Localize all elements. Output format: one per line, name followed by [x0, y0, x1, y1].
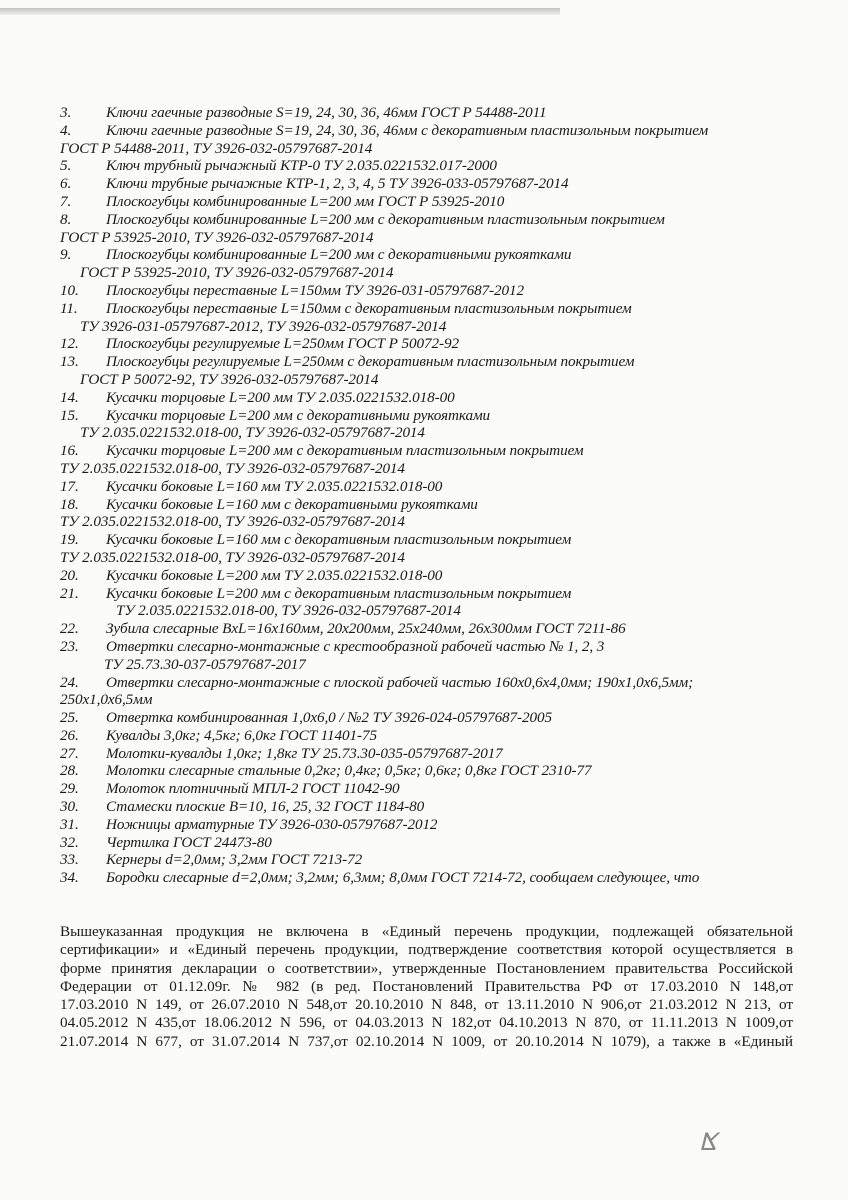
list-item-line	[60, 442, 800, 460]
list-item-line	[60, 709, 800, 727]
list-item-number: 13.	[60, 353, 79, 371]
paragraph-line: сертификации» и «Единый перечень продукции, подтверждение соответствия которой осуществляется в	[60, 941, 793, 959]
list-item-number: 9.	[60, 246, 72, 264]
list-item-number: 3.	[60, 104, 72, 121]
list-item-text: ГОСТ Р 53925-2010, ТУ 3926-032-05797687-2014	[80, 264, 394, 282]
list-item-number: 28.	[60, 762, 79, 780]
list-item-text: Кусачки боковые L=160 мм с декоративными рукоятками	[106, 495, 478, 513]
list-item-text: Зубила слесарные BxL=16x160мм, 20x200мм, 25x240мм, 26x300мм ГОСТ 7211-86	[106, 620, 626, 638]
list-item-text: Кусачки торцовые L=200 мм с декоративными рукоятками	[106, 406, 491, 424]
list-item-text: ТУ 2.035.0221532.018-00, ТУ 3926-032-05797687-2014	[60, 459, 405, 477]
list-item-text: ГОСТ Р 50072-92, ТУ 3926-032-05797687-2014	[80, 370, 379, 388]
list-item-line	[60, 798, 800, 816]
list-item-line	[60, 496, 800, 514]
list-item-number: 27.	[60, 744, 79, 762]
list-item-text: Молоток плотничный МПЛ-2 ГОСТ 11042-90	[106, 780, 400, 798]
list-item-number: 18.	[60, 495, 79, 513]
list-item-text: Кусачки торцовые L=200 мм ТУ 2.035.0221532.018-00	[106, 388, 455, 406]
handwritten-mark: ⴿ	[700, 1130, 717, 1156]
list-item-number: 24.	[60, 673, 79, 691]
list-item-line	[60, 745, 800, 763]
list-item-text: ТУ 2.035.0221532.018-00, ТУ 3926-032-05797687-2014	[80, 424, 425, 442]
list-item-text: ТУ 2.035.0221532.018-00, ТУ 3926-032-05797687-2014	[116, 602, 461, 620]
list-item-text: ГОСТ Р 54488-2011, ТУ 3926-032-05797687-2014	[60, 139, 373, 157]
list-item-line	[60, 478, 800, 496]
list-item-line	[60, 656, 800, 674]
list-item-text: Плоскогубцы переставные L=150мм с декоративным пластизольным покрытием	[106, 299, 632, 317]
list-item-number: 12.	[60, 335, 79, 353]
list-item-number: 32.	[60, 833, 79, 851]
list-item-text: Ключ трубный рычажный КТР-0 ТУ 2.035.0221532.017-2000	[106, 157, 497, 175]
list-item-text: Ножницы арматурные ТУ 3926-030-05797687-2012	[106, 815, 438, 833]
list-item-number: 29.	[60, 780, 79, 798]
list-item-line	[60, 389, 800, 407]
list-item-line	[60, 193, 800, 211]
list-item-text: Плоскогубцы регулируемые L=250мм с декоративным пластизольным покрытием	[106, 353, 635, 371]
list-item-text: ТУ 2.035.0221532.018-00, ТУ 3926-032-05797687-2014	[60, 548, 405, 566]
list-item-line	[60, 602, 800, 620]
list-item-line	[60, 460, 800, 478]
list-item-text: Кусачки боковые L=200 мм с декоративным пластизольным покрытием	[106, 584, 572, 602]
list-item-line	[60, 229, 800, 247]
list-item-line	[60, 851, 800, 869]
list-item-text: Кусачки боковые L=160 мм с декоративным пластизольным покрытием	[106, 531, 572, 549]
list-item-text: ТУ 2.035.0221532.018-00, ТУ 3926-032-05797687-2014	[60, 513, 405, 531]
list-item-number: 4.	[60, 121, 72, 139]
list-item-text: Отвертки слесарно-монтажные с крестообразной рабочей частью № 1, 2, 3	[106, 637, 605, 655]
paragraph-line: Федерации от 01.12.09г. № 982 (в ред. Постановлений Правительства РФ от 17.03.2010 N 148,от	[60, 977, 793, 995]
list-item-line	[60, 264, 800, 282]
list-item-text: Кусачки боковые L=200 мм ТУ 2.035.0221532.018-00	[106, 566, 443, 584]
list-item-line	[60, 762, 800, 780]
list-item-line	[60, 140, 800, 158]
list-item-line	[60, 638, 800, 656]
list-item-text: ТУ 25.73.30-037-05797687-2017	[104, 655, 306, 673]
list-item-number: 10.	[60, 281, 79, 299]
list-item-line	[60, 246, 800, 264]
list-item-text: Чертилка ГОСТ 24473-80	[106, 833, 272, 851]
list-item-number: 17.	[60, 477, 79, 495]
list-item-text: Кернеры d=2,0мм; 3,2мм ГОСТ 7213-72	[106, 851, 363, 869]
list-item-line	[60, 104, 800, 122]
list-item-number: 22.	[60, 620, 79, 638]
list-item-line	[60, 300, 800, 318]
list-item-text: Плоскогубцы комбинированные L=200 мм с декоративными рукоятками	[106, 246, 572, 264]
list-item-text: Бородки слесарные d=2,0мм; 3,2мм; 6,3мм; 8,0мм ГОСТ 7214-72, сообщаем следующее, что	[106, 869, 700, 887]
list-item-line	[60, 211, 800, 229]
product-list	[60, 104, 800, 887]
list-item-text: Плоскогубцы переставные L=150мм ТУ 3926-031-05797687-2012	[106, 281, 524, 299]
paragraph-line: 21.07.2014 N 677, от 31.07.2014 N 737,от 02.10.2014 N 1009, от 20.10.2014 N 1079), а также в «Единый	[60, 1032, 793, 1050]
list-item-text: ТУ 3926-031-05797687-2012, ТУ 3926-032-05797687-2014	[80, 317, 447, 335]
list-item-line	[60, 869, 800, 887]
list-item-line	[60, 674, 800, 692]
paragraph-line: Вышеуказанная продукция не включена в «Единый перечень продукции, подлежащей обязательной	[60, 923, 793, 940]
list-item-number: 19.	[60, 531, 79, 549]
list-item-line	[60, 816, 800, 834]
list-item-line	[60, 727, 800, 745]
list-item-line	[60, 407, 800, 425]
list-item-line	[60, 175, 800, 193]
paragraph-line: форме принятия декларации о соответствии», утвержденные Постановлением правительства Российской	[60, 959, 793, 977]
list-item-number: 14.	[60, 388, 79, 406]
list-item-line	[60, 549, 800, 567]
list-item-number: 34.	[60, 869, 79, 887]
list-item-line	[60, 834, 800, 852]
list-item-line	[60, 780, 800, 798]
list-item-text: Кусачки боковые L=160 мм ТУ 2.035.0221532.018-00	[106, 477, 443, 495]
list-item-line	[60, 353, 800, 371]
list-item-line	[60, 157, 800, 175]
list-item-number: 6.	[60, 175, 72, 193]
list-item-text: Ключи гаечные разводные S=19, 24, 30, 36, 46мм ГОСТ Р 54488-2011	[106, 104, 547, 121]
list-item-number: 20.	[60, 566, 79, 584]
list-item-line	[60, 513, 800, 531]
list-item-line	[60, 531, 800, 549]
list-item-number: 25.	[60, 709, 79, 727]
list-item-text: Отвертка комбинированная 1,0x6,0 / №2 ТУ 3926-024-05797687-2005	[106, 709, 552, 727]
list-item-number: 15.	[60, 406, 79, 424]
list-item-number: 11.	[60, 299, 78, 317]
list-item-text: ГОСТ Р 53925-2010, ТУ 3926-032-05797687-2014	[60, 228, 374, 246]
list-item-text: Плоскогубцы регулируемые L=250мм ГОСТ Р 50072-92	[106, 335, 459, 353]
list-item-text: Ключи гаечные разводные S=19, 24, 30, 36, 46мм с декоративным пластизольным покрытием	[106, 121, 709, 139]
list-item-line	[60, 335, 800, 353]
list-item-text: Ключи трубные рычажные КТР-1, 2, 3, 4, 5 ТУ 3926-033-05797687-2014	[106, 175, 569, 193]
list-item-number: 8.	[60, 210, 72, 228]
list-item-text: Отвертки слесарно-монтажные с плоской рабочей частью 160x0,6x4,0мм; 190x1,0x6,5мм;	[106, 673, 694, 691]
list-item-line	[60, 585, 800, 603]
list-item-line	[60, 371, 800, 389]
body-paragraph	[60, 923, 793, 1051]
list-item-number: 7.	[60, 192, 72, 210]
list-item-text: Кусачки торцовые L=200 мм с декоративным пластизольным покрытием	[106, 442, 584, 460]
list-item-text: Кувалды 3,0кг; 4,5кг; 6,0кг ГОСТ 11401-75	[106, 726, 377, 744]
list-item-number: 21.	[60, 584, 79, 602]
list-item-number: 5.	[60, 157, 72, 175]
list-item-text: 250x1,0x6,5мм	[60, 691, 153, 709]
list-item-line	[60, 424, 800, 442]
list-item-line	[60, 318, 800, 336]
list-item-text: Стамески плоские B=10, 16, 25, 32 ГОСТ 1184-80	[106, 798, 425, 816]
list-item-number: 23.	[60, 637, 79, 655]
list-item-line	[60, 620, 800, 638]
list-item-text: Молотки-кувалды 1,0кг; 1,8кг ТУ 25.73.30-035-05797687-2017	[106, 744, 503, 762]
list-item-number: 33.	[60, 851, 79, 869]
scan-edge-artifact	[0, 8, 560, 15]
paragraph-line: 04.05.2012 N 435,от 18.06.2012 N 596, от 04.03.2013 N 182,от 04.10.2013 N 870, от 11.11.2013 N 1009,от	[60, 1014, 793, 1032]
list-item-line	[60, 691, 800, 709]
list-item-number: 30.	[60, 798, 79, 816]
list-item-number: 16.	[60, 442, 79, 460]
list-item-line	[60, 122, 800, 140]
list-item-number: 31.	[60, 815, 79, 833]
list-item-number: 26.	[60, 726, 79, 744]
paragraph-line: 17.03.2010 N 149, от 26.07.2010 N 548,от 20.10.2010 N 848, от 13.11.2010 N 906,от 21.03.2012 N 213, от	[60, 996, 793, 1014]
list-item-line	[60, 567, 800, 585]
list-item-line	[60, 282, 800, 300]
list-item-text: Плоскогубцы комбинированные L=200 мм ГОСТ Р 53925-2010	[106, 192, 505, 210]
list-item-text: Молотки слесарные стальные 0,2кг; 0,4кг; 0,5кг; 0,6кг; 0,8кг ГОСТ 2310-77	[106, 762, 592, 780]
list-item-text: Плоскогубцы комбинированные L=200 мм с декоративным пластизольным покрытием	[106, 210, 665, 228]
